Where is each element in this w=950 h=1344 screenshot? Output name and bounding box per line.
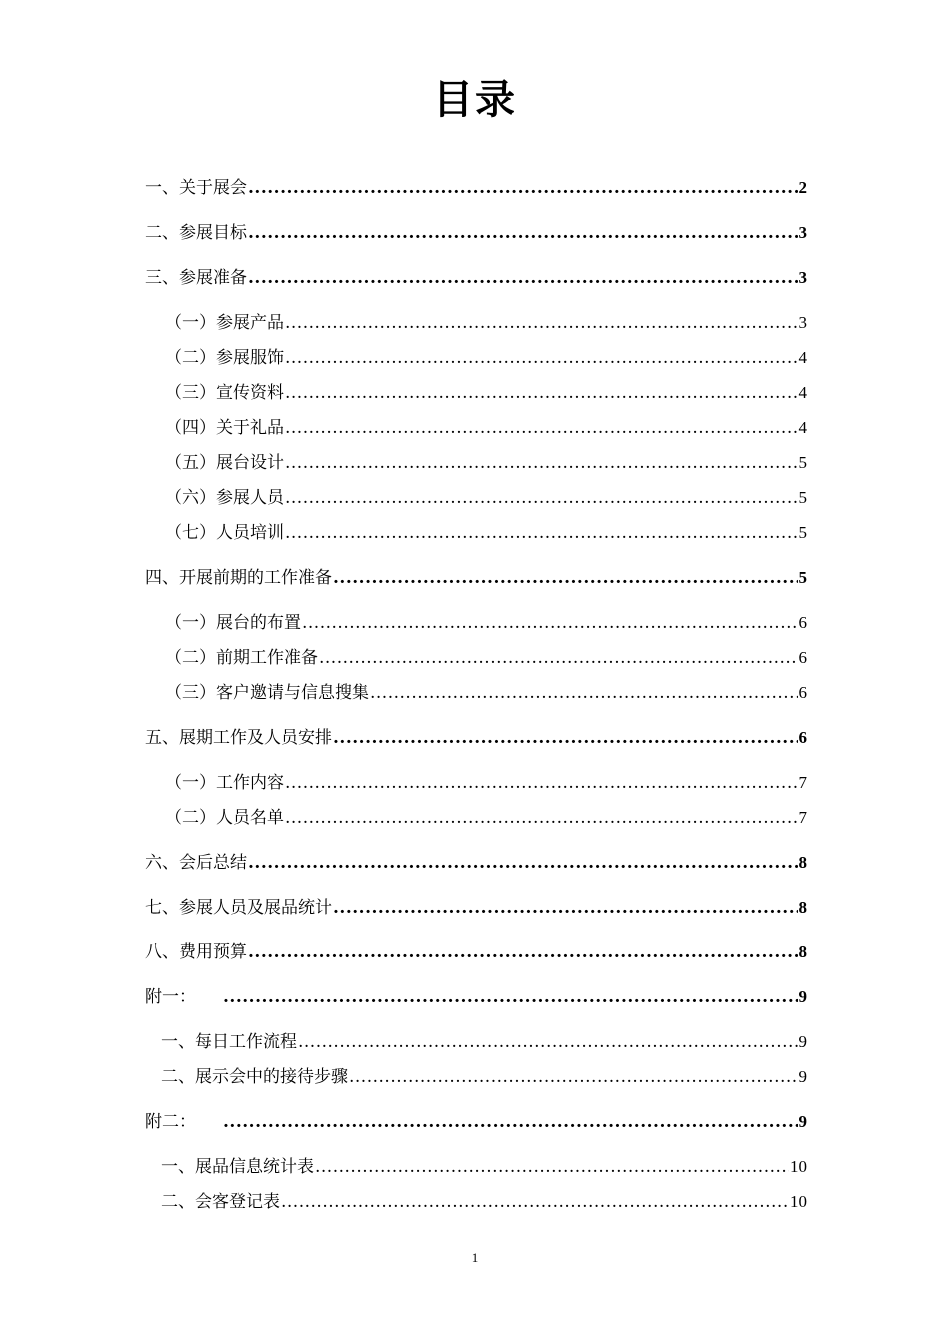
toc-entry[interactable]	[161, 1190, 807, 1214]
toc-entry-label: 五、展期工作及人员安排	[145, 728, 332, 748]
toc-entry-page: 4	[798, 418, 807, 437]
dot-leader	[248, 176, 798, 200]
toc-entry-page: 3	[798, 268, 807, 287]
toc-entry-page: 5	[798, 568, 807, 587]
toc-entry-page: 6	[798, 728, 807, 747]
dot-leader	[281, 1190, 789, 1214]
toc-entry-page: 4	[798, 348, 807, 367]
toc-entry-page: 7	[798, 808, 807, 827]
dot-leader	[248, 266, 798, 290]
toc-entry-label: （四）关于礼品	[165, 418, 284, 438]
dot-leader	[319, 646, 798, 670]
toc-entry[interactable]	[145, 726, 807, 750]
toc-entry-page: 8	[798, 942, 807, 961]
dot-leader	[349, 1065, 798, 1089]
dot-leader	[285, 416, 798, 440]
toc-entry-label: （一）工作内容	[165, 773, 284, 793]
toc-entry-page: 2	[798, 178, 807, 197]
dot-leader	[370, 681, 798, 705]
toc-entry-page: 6	[798, 648, 807, 667]
toc-entry[interactable]	[145, 566, 807, 590]
toc-entry[interactable]	[165, 486, 807, 510]
dot-leader	[333, 896, 798, 920]
toc-entry-label: （一）参展产品	[165, 313, 284, 333]
dot-leader	[285, 771, 798, 795]
toc-entry-label: 三、参展准备	[145, 268, 247, 288]
toc-entry-label: （三）宣传资料	[165, 383, 284, 403]
toc-entry-label: 六、会后总结	[145, 853, 247, 873]
toc-entry-label: 一、每日工作流程	[161, 1032, 297, 1052]
toc-entry[interactable]	[145, 940, 807, 964]
toc-entry[interactable]	[145, 1110, 807, 1134]
toc-entry-label: 四、开展前期的工作准备	[145, 568, 332, 588]
toc-entry[interactable]	[165, 611, 807, 635]
dot-leader	[248, 940, 798, 964]
dot-leader	[315, 1155, 789, 1179]
toc-entry-label: （三）客户邀请与信息搜集	[165, 683, 369, 703]
toc-entry[interactable]	[145, 266, 807, 290]
toc-entry-page: 6	[798, 613, 807, 632]
toc-entry-label: 附一：	[145, 987, 196, 1007]
toc-entry[interactable]	[165, 451, 807, 475]
dot-leader	[333, 566, 798, 590]
toc-entry-page: 4	[798, 383, 807, 402]
toc-entry-page: 9	[798, 987, 807, 1006]
toc-entry-page: 5	[798, 453, 807, 472]
dot-leader	[285, 451, 798, 475]
toc-entry[interactable]	[165, 416, 807, 440]
toc-entry-label: （一）展台的布置	[165, 613, 301, 633]
toc-entry-page: 5	[798, 523, 807, 542]
toc-entry[interactable]	[145, 985, 807, 1009]
toc-entry-page: 9	[798, 1112, 807, 1131]
dot-leader	[285, 521, 798, 545]
toc-entry[interactable]	[165, 311, 807, 335]
toc-entry-label: 七、参展人员及展品统计	[145, 898, 332, 918]
toc-entry[interactable]	[165, 381, 807, 405]
dot-leader	[223, 1110, 798, 1134]
toc-entry-label: 二、会客登记表	[161, 1192, 280, 1212]
toc-entry[interactable]	[165, 771, 807, 795]
toc-entry[interactable]	[165, 346, 807, 370]
dot-leader	[285, 346, 798, 370]
dot-leader	[285, 806, 798, 830]
dot-leader	[285, 311, 798, 335]
toc-entry-label: （六）参展人员	[165, 488, 284, 508]
dot-leader	[248, 851, 798, 875]
toc-entry-page: 6	[798, 683, 807, 702]
dot-leader	[302, 611, 798, 635]
toc-entry[interactable]	[165, 646, 807, 670]
toc-entry-label: 八、费用预算	[145, 942, 247, 962]
toc-entry[interactable]	[145, 176, 807, 200]
toc-entry[interactable]	[165, 521, 807, 545]
toc-entry-label: 二、参展目标	[145, 223, 247, 243]
toc-entry[interactable]	[165, 806, 807, 830]
toc-entry[interactable]	[161, 1030, 807, 1054]
toc-entry-page: 7	[798, 773, 807, 792]
toc-entry-page: 9	[798, 1032, 807, 1051]
dot-leader	[223, 985, 798, 1009]
toc-entry-label: （五）展台设计	[165, 453, 284, 473]
toc-entry-page: 10	[790, 1192, 807, 1211]
toc-entry-label: 二、展示会中的接待步骤	[161, 1067, 348, 1087]
toc-entry[interactable]	[145, 851, 807, 875]
toc-entry-label: 附二：	[145, 1112, 196, 1132]
toc-entry-label: 一、展品信息统计表	[161, 1157, 314, 1177]
toc-entry[interactable]	[145, 896, 807, 920]
toc-entry-label: （七）人员培训	[165, 523, 284, 543]
dot-leader	[298, 1030, 798, 1054]
toc-entry[interactable]	[165, 681, 807, 705]
dot-leader	[333, 726, 798, 750]
dot-leader	[248, 221, 798, 245]
toc-entry[interactable]	[161, 1065, 807, 1089]
toc-entry-page: 8	[798, 898, 807, 917]
page-number: 1	[471, 1250, 479, 1265]
toc-entry-label: （二）参展服饰	[165, 348, 284, 368]
toc-title: 目录	[433, 77, 517, 123]
toc-entry-page: 8	[798, 853, 807, 872]
toc-entry-page: 3	[798, 313, 807, 332]
toc-entry[interactable]	[145, 221, 807, 245]
toc-entry-page: 3	[798, 223, 807, 242]
toc-entry-page: 9	[798, 1067, 807, 1086]
dot-leader	[285, 486, 798, 510]
toc-entry[interactable]	[161, 1155, 807, 1179]
toc-entry-page: 10	[790, 1157, 807, 1176]
dot-leader	[285, 381, 798, 405]
toc-entry-label: （二）人员名单	[165, 808, 284, 828]
toc-entry-page: 5	[798, 488, 807, 507]
toc-entry-label: 一、关于展会	[145, 178, 247, 198]
toc-entry-label: （二）前期工作准备	[165, 648, 318, 668]
